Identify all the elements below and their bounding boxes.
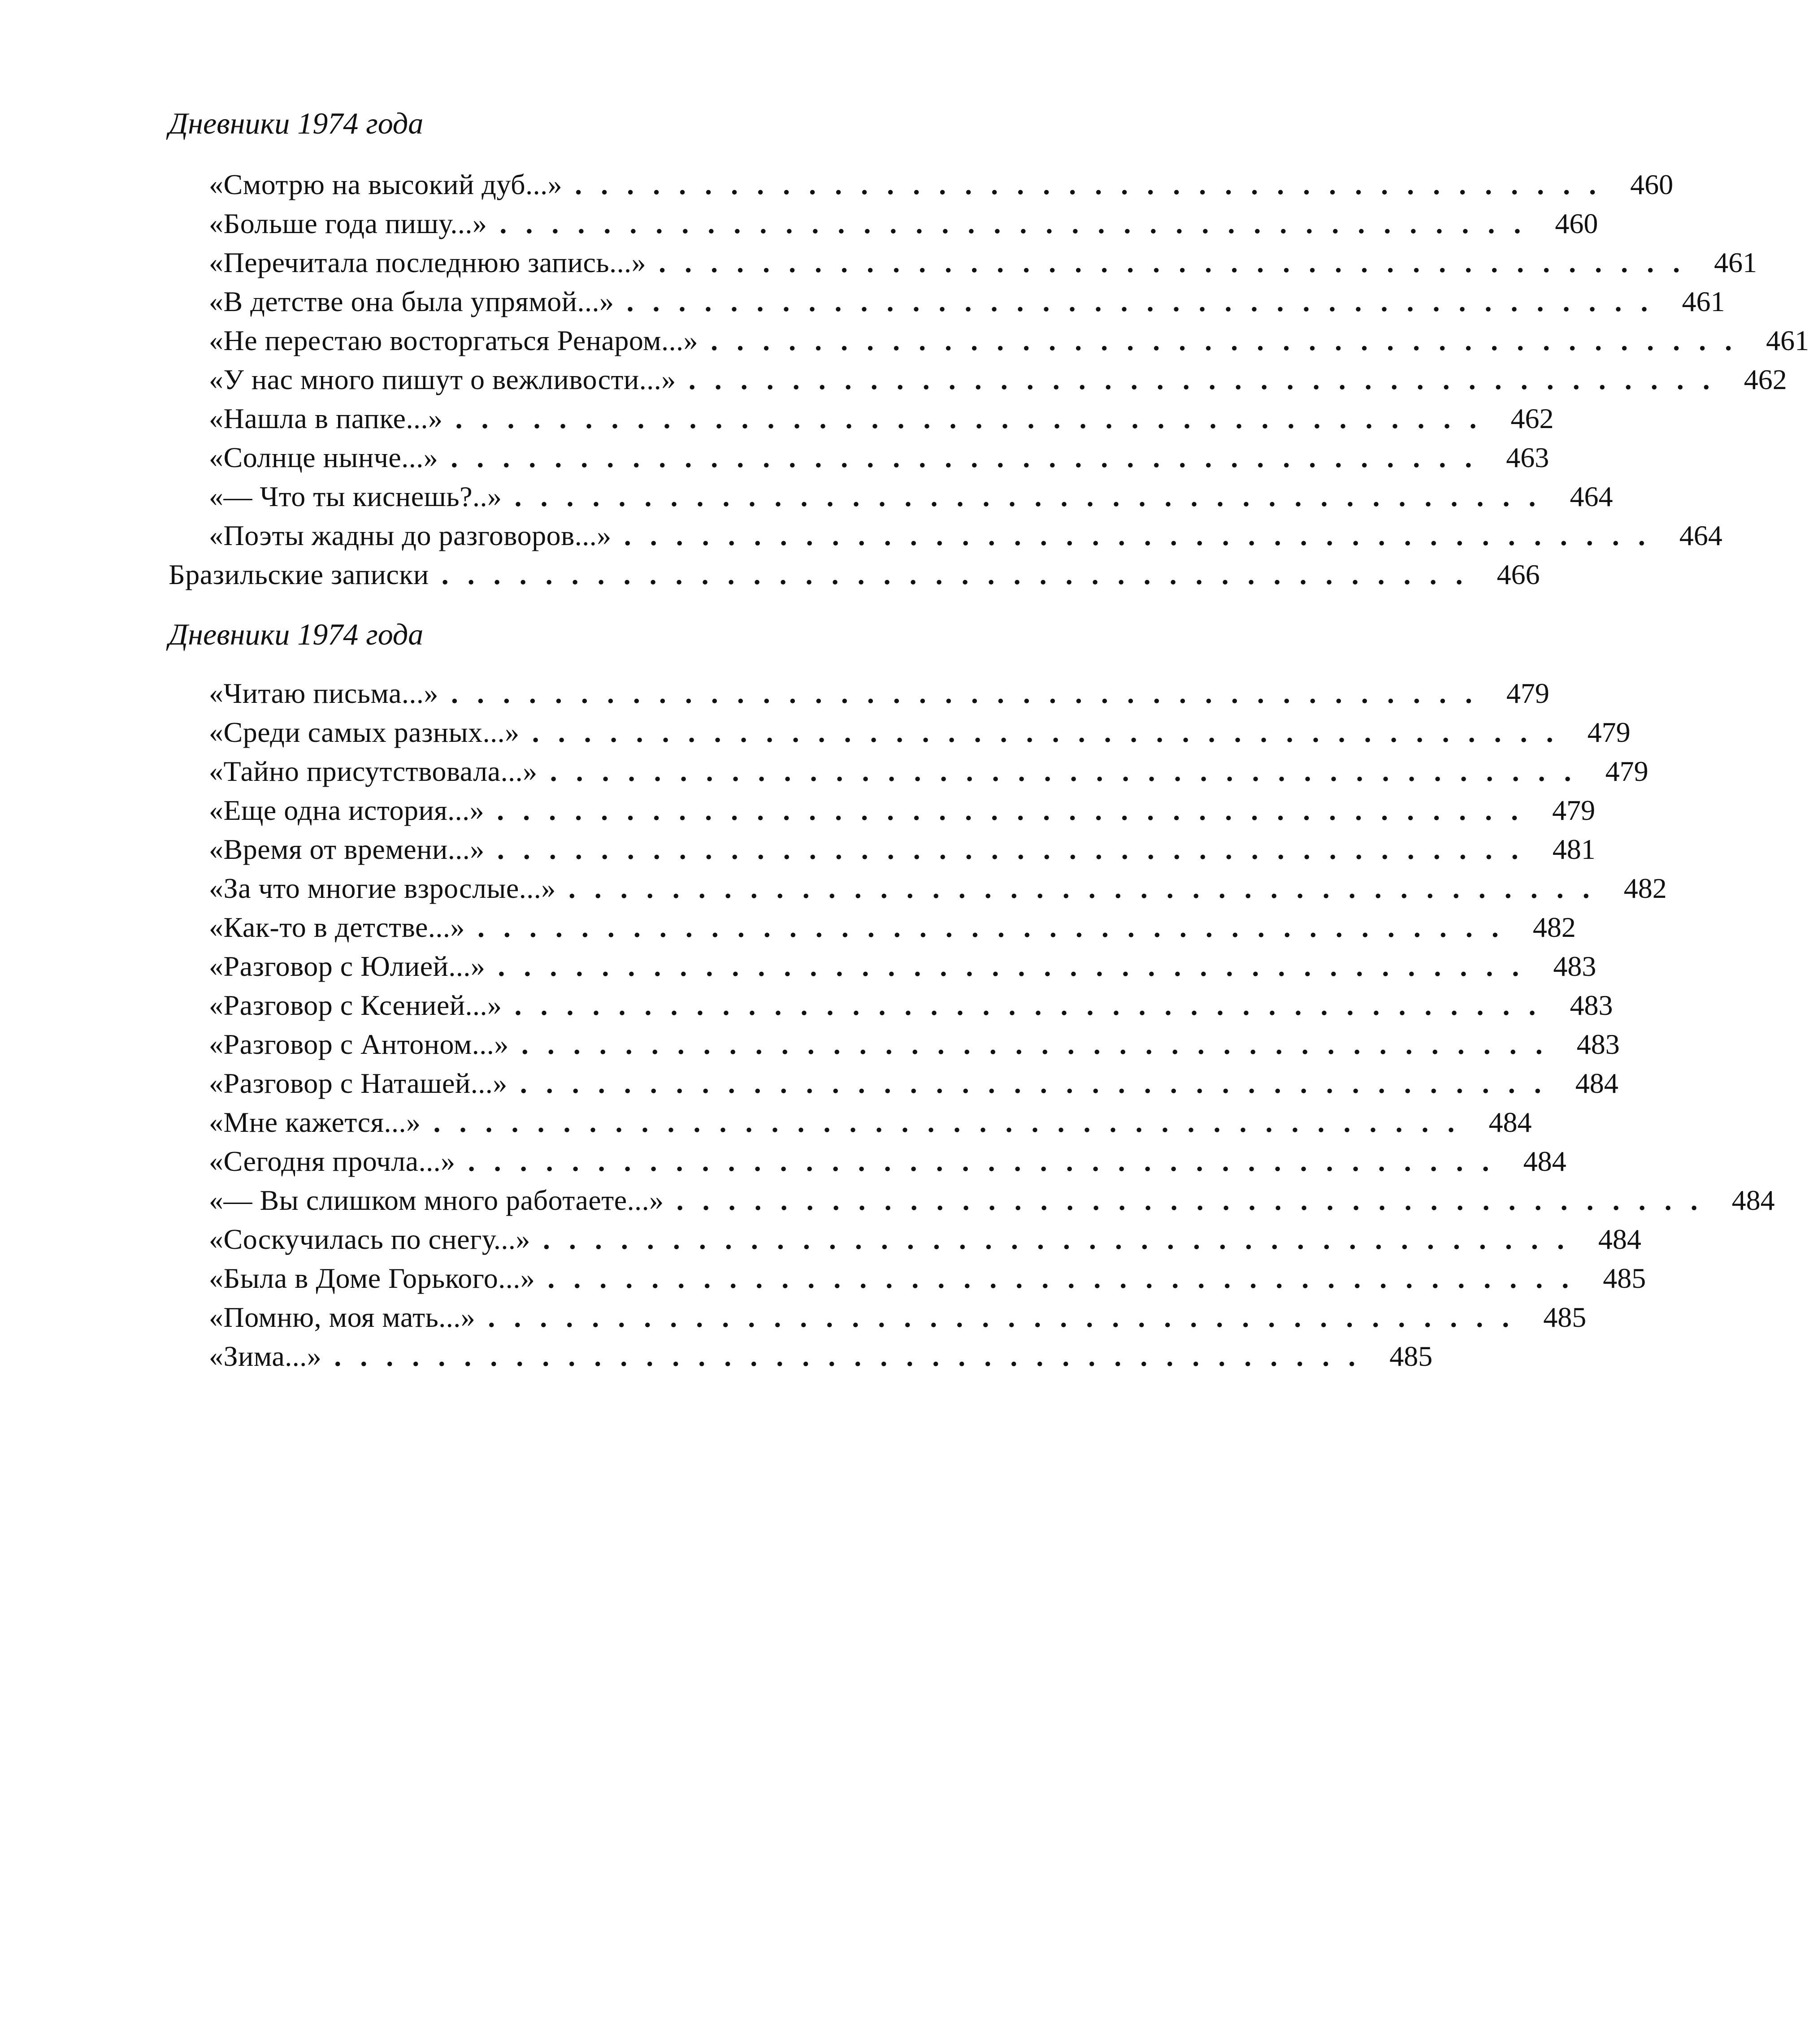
dot-leader: ........................................	[488, 1301, 1528, 1333]
entry-title: «Мне кажется...»	[209, 1106, 421, 1138]
toc-entry	[209, 399, 1554, 438]
page-number: 483	[1570, 989, 1613, 1021]
dot-leader: ........................................	[468, 1145, 1508, 1177]
dot-leader: ........................................	[477, 911, 1518, 943]
dot-leader: ........................................	[451, 677, 1491, 709]
page-number: 460	[1555, 208, 1598, 239]
toc-entry	[209, 204, 1598, 243]
page-number: 484	[1523, 1145, 1566, 1177]
toc-entry	[209, 1259, 1646, 1298]
dot-leader: ........................................	[711, 325, 1751, 356]
toc-entry	[209, 713, 1631, 752]
page-number: 464	[1679, 520, 1722, 551]
entry-title: «У нас много пишут о вежливости...»	[209, 364, 676, 395]
entry-title: «Поэты жадны до разговоров...»	[209, 520, 612, 551]
dot-leader: ........................................	[575, 169, 1615, 200]
page-number: 484	[1598, 1223, 1641, 1255]
page-number: 462	[1744, 364, 1787, 395]
toc-entry	[209, 1103, 1532, 1142]
entry-title: «Перечитала последнюю запись...»	[209, 247, 646, 278]
page-number: 479	[1506, 677, 1549, 709]
entry-title: «Смотрю на высокий дуб...»	[209, 169, 563, 200]
page-number: 482	[1623, 872, 1667, 904]
entry-title: «Была в Доме Горького...»	[209, 1262, 535, 1294]
dot-leader: ........................................	[624, 520, 1664, 551]
page-number: 485	[1389, 1340, 1433, 1372]
page-number: 484	[1488, 1106, 1532, 1138]
toc-entry	[209, 243, 1757, 282]
page-number: 461	[1766, 325, 1809, 356]
entry-title: «Разговор с Антоном...»	[209, 1028, 509, 1060]
dot-leader: ........................................	[521, 1028, 1562, 1060]
dot-leader: ........................................	[455, 403, 1496, 434]
entry-title: «Солнце нынче...»	[209, 442, 438, 473]
toc-entry	[209, 1181, 1775, 1220]
toc-entry	[209, 165, 1674, 204]
page-number: 464	[1570, 481, 1613, 512]
dot-leader: ........................................	[334, 1340, 1375, 1372]
dot-leader: ........................................	[659, 247, 1699, 278]
dot-leader: ........................................	[532, 716, 1572, 748]
dot-leader: ........................................	[688, 364, 1729, 395]
entry-title: «Тайно присутствовала...»	[209, 755, 538, 787]
dot-leader: ........................................	[433, 1106, 1474, 1138]
toc-entry	[209, 752, 1648, 791]
entry-title: «Время от времени...»	[209, 833, 485, 865]
toc-entry	[209, 869, 1667, 908]
dot-leader: ........................................	[499, 208, 1540, 239]
toc-entry	[209, 908, 1576, 947]
toc-entry	[209, 986, 1613, 1025]
entry-title: «Читаю письма...»	[209, 677, 438, 709]
page-number: 483	[1553, 950, 1596, 982]
entry-title: «Больше года пишу...»	[209, 208, 487, 239]
toc-entry	[169, 555, 1540, 594]
entry-title: «Разговор с Ксенией...»	[209, 989, 502, 1021]
section-heading: Дневники 1974 года	[169, 617, 424, 651]
page-number: 479	[1552, 794, 1596, 826]
entry-title: «В детстве она была упрямой...»	[209, 286, 614, 317]
page-number: 466	[1497, 559, 1540, 590]
dot-leader: ........................................	[451, 442, 1491, 473]
toc-entry	[209, 1298, 1587, 1337]
toc-entry	[209, 1337, 1433, 1376]
page-number: 460	[1630, 169, 1674, 200]
entry-title: «Разговор с Наташей...»	[209, 1067, 508, 1099]
page-number: 481	[1552, 833, 1596, 865]
entry-title: «Среди самых разных...»	[209, 716, 520, 748]
page-number: 482	[1532, 911, 1576, 943]
page-number: 479	[1587, 716, 1631, 748]
page-number: 484	[1731, 1184, 1775, 1216]
section-heading: Дневники 1974 года	[169, 106, 424, 140]
entry-title: «Еще одна история...»	[209, 794, 485, 826]
toc-entry	[209, 830, 1596, 869]
page-number: 484	[1575, 1067, 1618, 1099]
dot-leader: ........................................	[497, 794, 1537, 826]
toc-entry	[209, 360, 1787, 399]
entry-title: Бразильские записки	[169, 559, 429, 590]
dot-leader: ........................................	[514, 481, 1555, 512]
toc-entry	[209, 516, 1722, 555]
dot-leader: ........................................	[547, 1262, 1588, 1294]
entry-title: «Как-то в детстве...»	[209, 911, 465, 943]
dot-leader: ........................................	[542, 1223, 1583, 1255]
page-number: 463	[1506, 442, 1549, 473]
toc-entry	[209, 1142, 1566, 1181]
page-number: 485	[1543, 1301, 1587, 1333]
entry-title: «Нашла в папке...»	[209, 403, 443, 434]
toc-entry	[209, 1064, 1618, 1103]
page-number: 479	[1605, 755, 1648, 787]
toc-entry	[209, 791, 1596, 830]
dot-leader: ........................................	[550, 755, 1590, 787]
page-number: 485	[1603, 1262, 1646, 1294]
entry-title: «Разговор с Юлией...»	[209, 950, 486, 982]
page-number: 461	[1714, 247, 1757, 278]
entry-title: «Сегодня прочла...»	[209, 1145, 456, 1177]
entry-title: «Помню, моя мать...»	[209, 1301, 476, 1333]
page-number: 483	[1576, 1028, 1620, 1060]
toc-entry	[209, 438, 1549, 477]
dot-leader: ........................................	[498, 950, 1538, 982]
entry-title: «За что многие взрослые...»	[209, 872, 556, 904]
dot-leader: ........................................	[441, 559, 1482, 590]
entry-title: «Не перестаю восторгаться Ренаром...»	[209, 325, 698, 356]
dot-leader: ........................................	[626, 286, 1667, 317]
dot-leader: ........................................	[497, 833, 1537, 865]
entry-title: «— Вы слишком много работаете...»	[209, 1184, 664, 1216]
toc-entry	[209, 477, 1613, 516]
page-number: 461	[1682, 286, 1725, 317]
entry-title: «Соскучилась по снегу...»	[209, 1223, 530, 1255]
dot-leader: ........................................	[676, 1184, 1717, 1216]
page-number: 462	[1510, 403, 1554, 434]
dot-leader: ........................................	[568, 872, 1609, 904]
toc-entry	[209, 282, 1725, 321]
entry-title: «— Что ты киснешь?..»	[209, 481, 502, 512]
entry-title: «Зима...»	[209, 1340, 322, 1372]
toc-entry	[209, 1025, 1620, 1064]
toc-entry	[209, 947, 1596, 986]
toc-entry	[209, 1220, 1641, 1259]
toc-entry	[209, 674, 1549, 713]
dot-leader: ........................................	[514, 989, 1555, 1021]
dot-leader: ........................................	[520, 1067, 1560, 1099]
toc-entry	[209, 321, 1809, 360]
